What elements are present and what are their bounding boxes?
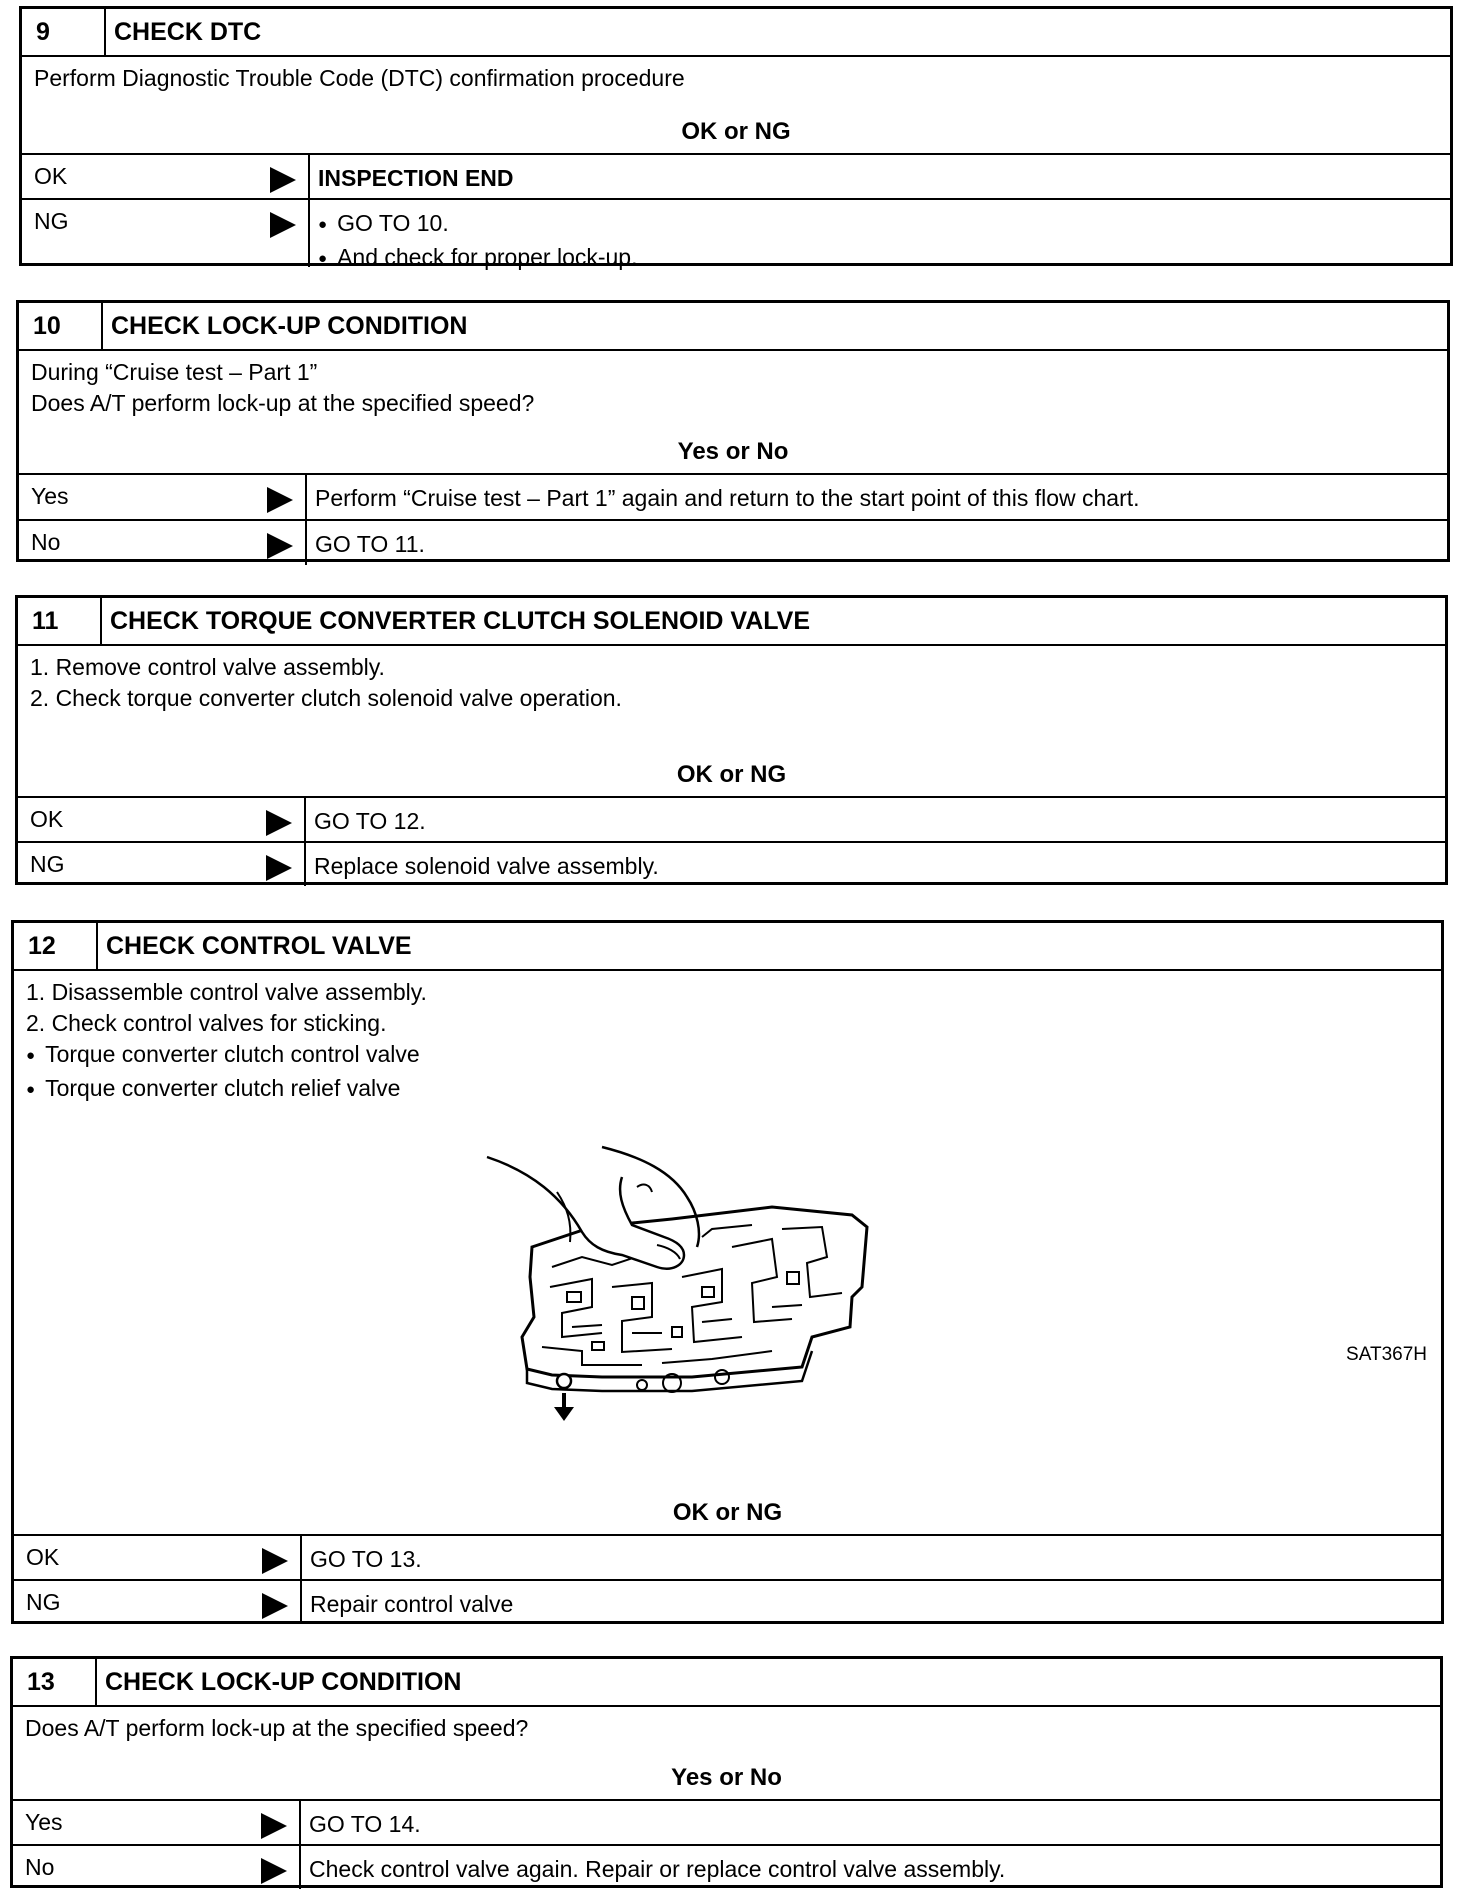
arrow-right-icon [266,855,292,881]
row-result: INSPECTION END [318,165,514,191]
question-label: Yes or No [677,438,789,465]
arrow-right-icon [266,810,292,836]
row-label: OK [26,1544,60,1570]
arrow-right-icon [261,1813,287,1839]
row-result: Repair control valve [310,1591,514,1617]
arrow-right-icon [261,1858,287,1884]
row-label: NG [30,851,65,877]
row-label: OK [34,163,68,189]
instruction-line: Does A/T perform lock-up at the specified speed? [25,1715,529,1741]
row-label: Yes [25,1809,63,1835]
step-header [22,9,1450,57]
step-title: CHECK DTC [114,17,262,46]
step-9-block [19,6,1453,270]
result-row-ok [18,796,1445,841]
instruction-bullet: ● Torque converter clutch control valve [26,1039,1429,1073]
step-number: 11 [18,598,102,644]
control-valve-illustration [472,1137,892,1435]
arrow-right-icon [267,487,293,513]
row-label: OK [30,806,64,832]
row-result: Check control valve again. Repair or replace control valve assembly. [309,1856,1006,1882]
step-10-block [16,300,1450,562]
row-label: NG [34,208,69,234]
step-11-block [15,595,1448,885]
step-title: CHECK LOCK-UP CONDITION [105,1667,462,1696]
arrow-right-icon [262,1548,288,1574]
step-number: 12 [14,923,98,969]
instruction-bullet: ● Torque converter clutch relief valve [26,1073,1429,1107]
step-body [18,646,1445,796]
result-row-ok [14,1534,1441,1579]
arrow-right-icon [267,533,293,559]
instruction-line: 1. Remove control valve assembly. [30,654,385,680]
question-label: Yes or No [671,1764,782,1791]
step-body [14,971,1441,1534]
result-row-no [19,519,1447,565]
step-header [14,923,1441,971]
result-row-ng [22,198,1450,270]
step-header [18,598,1445,646]
row-label: Yes [31,483,69,509]
instruction-line: 1. Disassemble control valve assembly. [26,979,427,1005]
control-valve-figure [472,1137,892,1427]
arrow-right-icon [262,1593,288,1619]
result-bullet: ● GO TO 10. [318,208,1450,242]
step-title: CHECK TORQUE CONVERTER CLUTCH SOLENOID VALVE [110,606,811,635]
arrow-right-icon [270,212,296,238]
step-body [13,1707,1440,1799]
step-body [22,57,1450,153]
step-title: CHECK LOCK-UP CONDITION [111,311,468,340]
instruction-line: 2. Check control valves for sticking. [26,1010,387,1036]
row-result: Perform “Cruise test – Part 1” again and return to the start point of this flow chart. [315,485,1140,511]
row-result [310,200,1450,270]
arrow-right-icon [270,167,296,193]
row-result: GO TO 13. [310,1546,422,1572]
step-number: 9 [22,9,106,55]
step-number: 10 [19,303,103,349]
row-result: Replace solenoid valve assembly. [314,853,659,879]
row-label: NG [26,1589,61,1615]
result-row-yes [13,1799,1440,1844]
row-label: No [31,529,61,555]
step-number: 13 [13,1659,97,1705]
question-label: OK or NG [672,1499,783,1526]
row-label: No [25,1854,55,1880]
result-row-no [13,1844,1440,1889]
instruction-line: 2. Check torque converter clutch solenoid valve operation. [30,685,622,711]
instruction-line: Perform Diagnostic Trouble Code (DTC) confirmation procedure [34,65,685,91]
row-result: GO TO 12. [314,808,426,834]
question-label: OK or NG [681,118,791,145]
step-13-block [10,1656,1443,1888]
step-header [13,1659,1440,1707]
result-row-ok [22,153,1450,198]
step-title: CHECK CONTROL VALVE [106,931,412,960]
figure-code: SAT367H [1346,1344,1427,1365]
instruction-line: Does A/T perform lock-up at the specified speed? [31,390,535,416]
row-result: GO TO 14. [309,1811,421,1837]
step-header [19,303,1447,351]
row-result: GO TO 11. [315,531,425,557]
instruction-line: During “Cruise test – Part 1” [31,359,318,385]
step-body [19,351,1447,473]
result-row-yes [19,473,1447,519]
result-row-ng [18,841,1445,886]
result-bullet: ● And check for proper lock-up. [318,242,1450,276]
result-row-ng [14,1579,1441,1624]
step-12-block [11,920,1444,1624]
question-label: OK or NG [676,761,787,788]
